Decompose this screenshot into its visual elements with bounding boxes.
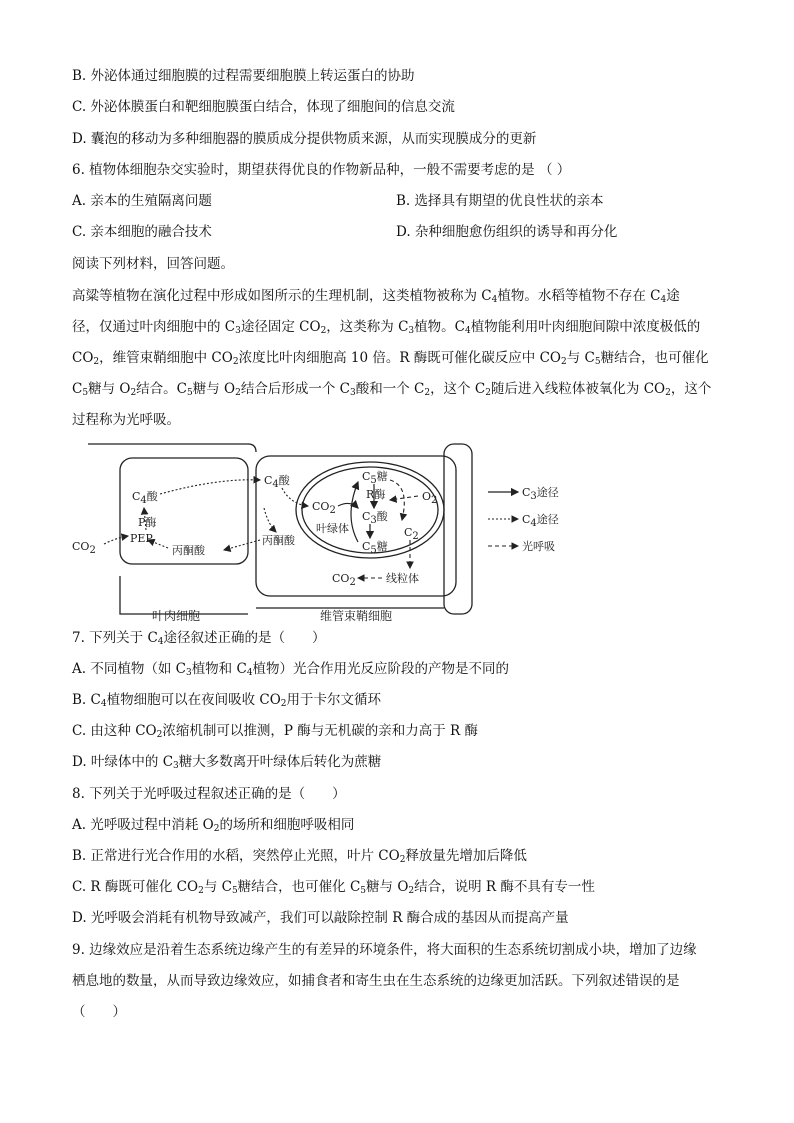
q7-option-b: B. $C_4$植物细胞可以在夜间吸收 $CO_2$用于卡尔文循环: [72, 692, 382, 709]
q8-option-d: D. 光呼吸会消耗有机物导致减产，我们可以敲除控制 R 酶合成的基因从而提高产量: [72, 910, 569, 926]
adjacent-cell-wall: [444, 444, 472, 614]
legend-c4-label: C4途径: [522, 513, 559, 529]
mesophyll-upper-wall: [88, 444, 256, 452]
bundle-co2: CO2: [312, 500, 336, 516]
mesophyll-pyruvate: 丙酮酸: [172, 544, 205, 557]
c5-to-c2-arrow: [390, 480, 404, 520]
passage-line-3: $CO_2$，维管束鞘细胞中 $CO_2$浓度比叶肉细胞高 10 倍。R 酶既可催化碳反应中 $CO_2$与 $C_5$糖结合，也可催化: [72, 350, 709, 367]
mitochondrion-label: 线粒体: [386, 572, 419, 585]
reading-passage: [72, 281, 722, 436]
label-mesophyll-cell: 叶肉细胞: [152, 609, 201, 622]
q6-stem: 6. 植物体细胞杂交实验时，期望获得优良的作物新品种，一般不需要考虑的是 （ ）: [72, 162, 571, 178]
co2-to-pep-arrow: [104, 536, 128, 544]
q5-option-d: D. 囊泡的移动为多种细胞器的膜质成分提供物质来源，从而实现膜成分的更新: [72, 131, 537, 147]
q9-stem-line-1: 9. 边缘效应是沿着生态系统边缘产生的有差异的环境条件，将大面积的生态系统切割成小块，增加了边缘: [72, 942, 697, 958]
c5-sugar-bottom: C5糖: [362, 540, 388, 556]
passage-line-2: 径，仅通过叶肉细胞中的 $C_3$途径固定 $CO_2$，这类称为 $C_3$植物。$C_4$植物能利用叶肉细胞间隙中浓度极低的: [72, 319, 701, 336]
q7-option-d: D. 叶绿体中的 $C_3$糖大多数离开叶绿体后转化为蔗糖: [72, 754, 382, 771]
q6-option-c: C. 亲本细胞的融合技术: [72, 224, 212, 240]
q5-option-b: B. 外泌体通过细胞膜的过程需要细胞膜上转运蛋白的协助: [72, 68, 415, 84]
q6-option-a: A. 亲本的生殖隔离问题: [72, 193, 212, 209]
c4-acid-transport-arrow: [160, 480, 260, 494]
regeneration-arrow: [351, 482, 358, 542]
legend-photorespiration-label: 光呼吸: [522, 540, 555, 553]
q9-stem-line-2: 栖息地的数量，从而导致边缘效应，如捕食者和寄生虫在生态系统的边缘更加活跃。下列叙述错误的是: [72, 973, 680, 989]
q8-option-a: A. 光呼吸过程中消耗 $O_2$的场所和细胞呼吸相同: [72, 817, 355, 834]
q8-stem: 8. 下列关于光呼吸过程叙述正确的是（ ）: [72, 786, 346, 802]
q9-answer-bracket: （ ）: [72, 1004, 126, 1020]
q7-option-c: C. 由这种 $CO_2$浓缩机制可以推测，P 酶与无机碳的亲和力高于 R 酶: [72, 723, 478, 740]
c4-to-pyruvate-arrow: [264, 508, 276, 532]
q6-option-b: B. 选择具有期望的优良性状的亲本: [396, 193, 604, 209]
co2-fixation-arrow: [338, 503, 358, 508]
c5-sugar-top: C5糖: [362, 470, 388, 486]
q5-option-c: C. 外泌体膜蛋白和靶细胞膜蛋白结合，体现了细胞间的信息交流: [72, 99, 455, 115]
q7-stem: 7. 下列关于 $C_4$途径叙述正确的是（ ）: [72, 630, 326, 647]
c4-pathway-diagram: [68, 436, 608, 622]
passage-line-5: 过程称为光呼吸。: [72, 412, 180, 428]
q8-option-b: B. 正常进行光合作用的水稻，突然停止光照，叶片 $CO_2$释放量先增加后降低: [72, 848, 527, 865]
mesophyll-co2: CO2: [72, 540, 96, 556]
mesophyll-p-enzyme: P酶: [138, 516, 157, 529]
mesophyll-pep: PEP: [130, 532, 153, 545]
reading-intro: 阅读下列材料，回答问题。: [72, 256, 234, 272]
chloroplast-label: 叶绿体: [316, 522, 349, 535]
mesophyll-c4-acid: C4酸: [132, 490, 158, 506]
q6-option-d: D. 杂种细胞愈伤组织的诱导和再分化: [396, 224, 618, 240]
c2-product: C2: [404, 526, 419, 542]
co2-released: CO2: [332, 572, 356, 588]
bundle-c4-acid: C4酸: [264, 474, 290, 490]
o2-input: O2: [422, 490, 438, 506]
r-enzyme: R酶: [366, 488, 386, 501]
label-bundle-sheath-cell: 维管束鞘细胞: [320, 609, 393, 622]
passage-line-4: $C_5$糖与 $O_2$结合。$C_5$糖与 $O_2$结合后形成一个 $C_3$酸和一个 $C_2$，这个 $C_2$随后进入线粒体被氧化为 $CO_2$，这个: [72, 381, 712, 398]
legend-c3-label: C3途径: [522, 486, 559, 502]
diagram-legend: [488, 485, 559, 553]
q8-option-c: C. R 酶既可催化 $CO_2$与 $C_5$糖结合，也可催化 $C_5$糖与 $O_2$结合，说明 R 酶不具有专一性: [72, 879, 595, 896]
c3-acid: C3酸: [362, 510, 388, 526]
c4-decarboxylation-arrow: [282, 488, 308, 506]
passage-line-1: 高粱等植物在演化过程中形成如图所示的生理机制，这类植物被称为 $C_4$植物。水稻等植物不存在 $C_4$途: [72, 288, 680, 305]
bundle-pyruvate: 丙酮酸: [262, 534, 295, 547]
q7-option-a: A. 不同植物（如 $C_3$植物和 $C_4$植物）光合作用光反应阶段的产物是不同的: [72, 661, 510, 678]
pyruvate-return-arrow: [224, 540, 260, 550]
